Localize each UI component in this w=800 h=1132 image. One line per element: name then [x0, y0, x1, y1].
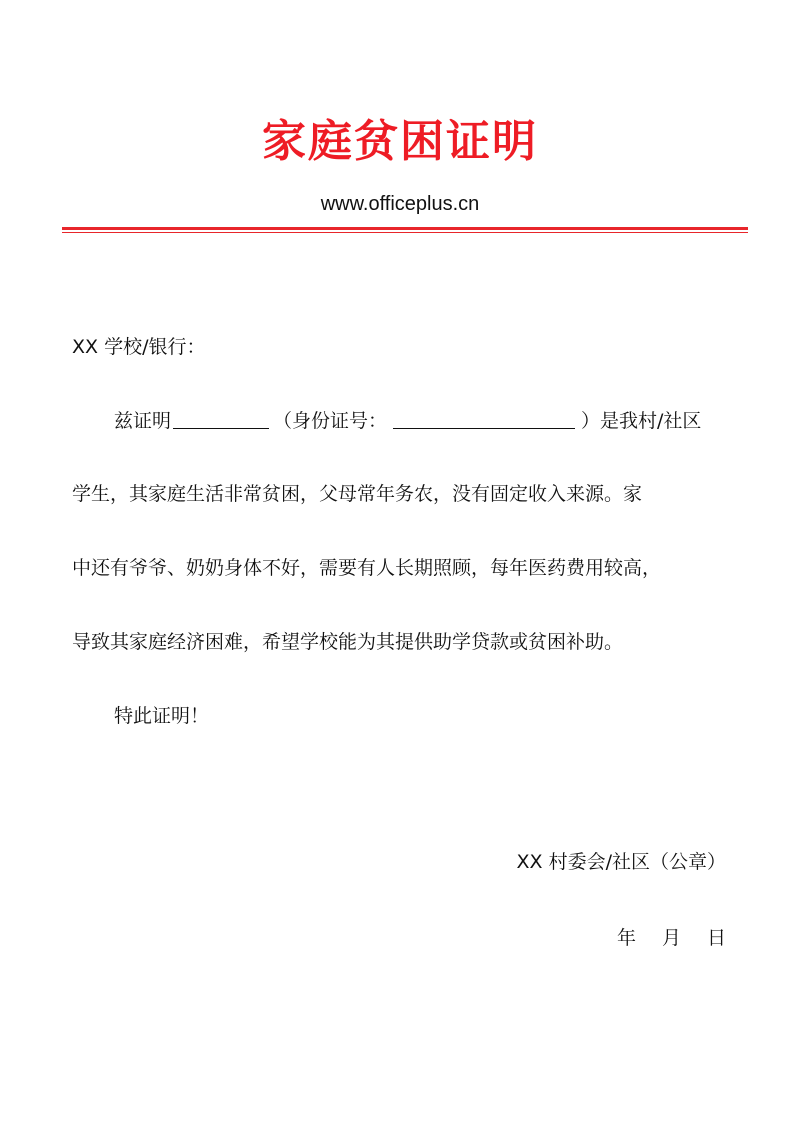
website-url: www.officeplus.cn — [320, 193, 480, 215]
document-title: 家庭贫困证明 — [262, 116, 538, 167]
header-rule-thin — [62, 232, 748, 233]
date-month: 月 — [661, 927, 681, 949]
body-line-2: 学生，其家庭生活非常贫困，父母常年务农，没有固定收入来源。家 — [72, 483, 643, 505]
date-line — [617, 924, 726, 952]
name-blank — [173, 408, 269, 429]
body-line-1 — [114, 407, 701, 435]
header-rule-thick — [62, 227, 748, 230]
date-day: 日 — [706, 927, 726, 949]
closing-line: 特此证明！ — [114, 705, 210, 727]
id-number-blank — [393, 408, 575, 429]
body-line-3: 中还有爷爷、奶奶身体不好，需要有人长期照顾，每年医药费用较高， — [72, 557, 662, 579]
body-line-1-middle: （身份证号： — [273, 410, 388, 432]
body-line-4: 导致其家庭经济困难，希望学校能为其提供助学贷款或贫困补助。 — [72, 631, 624, 653]
body-line-1-suffix: ）是我村/社区 — [581, 410, 702, 432]
salutation: XX 学校/银行： — [72, 336, 206, 358]
signature-line: XX 村委会/社区（公章） — [516, 851, 726, 873]
body-line-1-prefix: 兹证明 — [114, 410, 172, 432]
date-year: 年 — [616, 927, 636, 949]
